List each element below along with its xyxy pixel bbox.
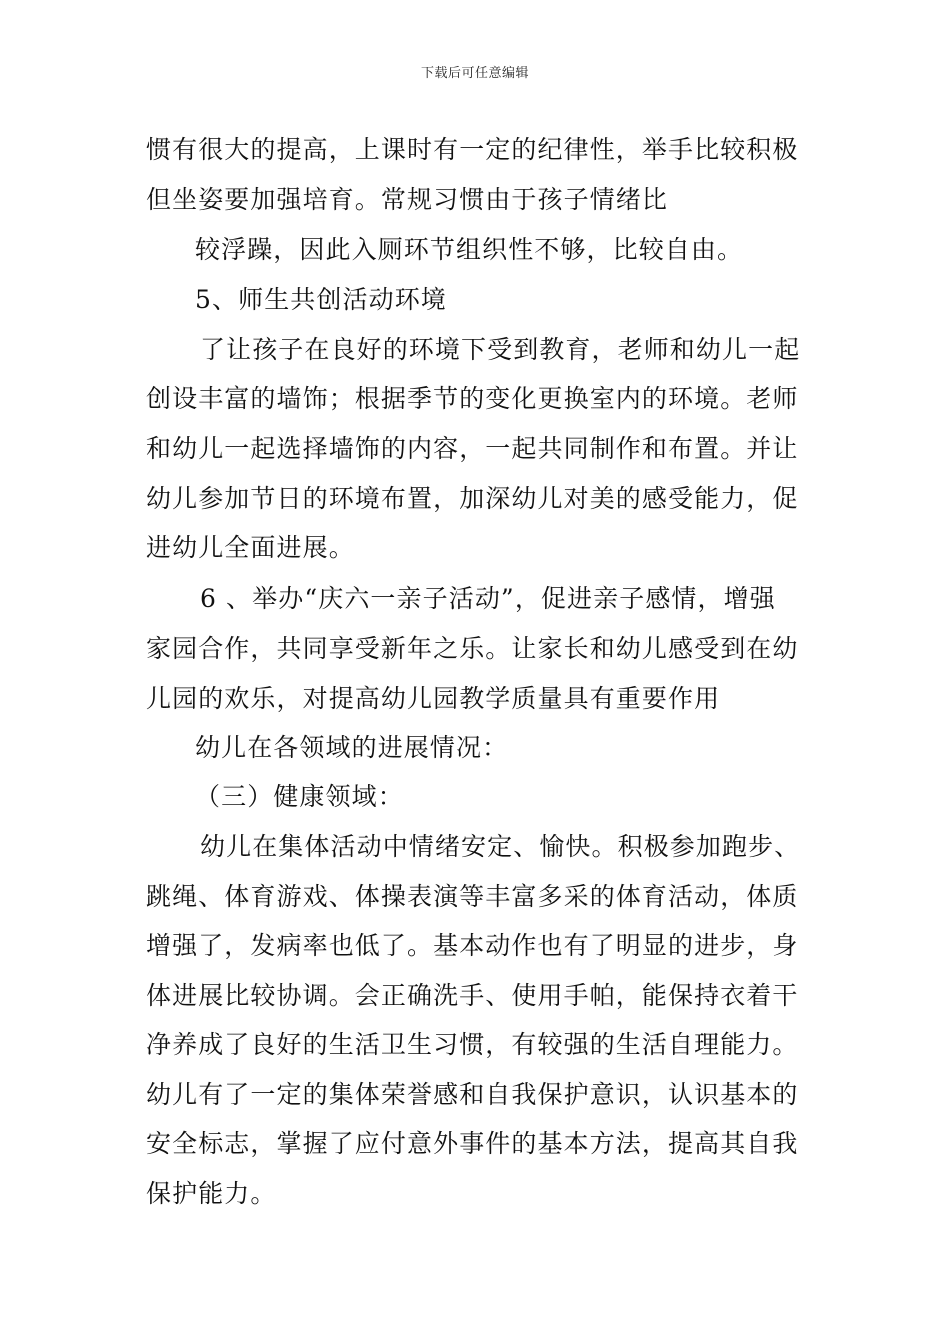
text-line: 惯有很大的提高，上课时有一定的纪律性，举手比较积极 <box>146 135 799 164</box>
text-line: 和幼儿一起选择墙饰的内容，一起共同制作和布置。并让 <box>146 434 799 463</box>
text-line: 净养成了良好的生活卫生习惯，有较强的生活自理能力。 <box>146 1030 799 1059</box>
text-line: 进幼儿全面进展。 <box>146 533 355 562</box>
text-line: 了让孩子在良好的环境下受到教育，老师和幼儿一起 <box>200 335 801 364</box>
text-line: 幼儿参加节日的环境布置，加深幼儿对美的感受能力，促 <box>146 484 799 513</box>
text-line: 创设丰富的墙饰；根据季节的变化更换室内的环境。老师 <box>146 384 799 413</box>
section-heading: （三）健康领域： <box>195 782 404 811</box>
section-heading: 幼儿在各领域的进展情况： <box>195 733 509 762</box>
text-line: 较浮躁，因此入厕环节组织性不够，比较自由。 <box>195 235 744 264</box>
page-header-note: 下载后可任意编辑 <box>420 66 529 81</box>
text-line: 但坐姿要加强培育。常规习惯由于孩子情绪比 <box>146 185 669 214</box>
text-line: 跳绳、体育游戏、体操表演等丰富多采的体育活动，体质 <box>146 882 799 911</box>
text-line: 家园合作，共同享受新年之乐。让家长和幼儿感受到在幼 <box>146 634 799 663</box>
text-line: 6 、举办“庆六一亲子活动”，促进亲子感情，增强 <box>200 584 776 613</box>
text-line: 幼儿有了一定的集体荣誉感和自我保护意识，认识基本的 <box>146 1080 799 1109</box>
text-line: 安全标志，掌握了应付意外事件的基本方法，提高其自我 <box>146 1129 799 1158</box>
text-line: 幼儿在集体活动中情绪安定、愉快。积极参加跑步、 <box>200 832 801 861</box>
text-line: 体进展比较协调。会正确洗手、使用手帕，能保持衣着干 <box>146 981 799 1010</box>
text-line: 儿园的欢乐，对提高幼儿园教学质量具有重要作用 <box>146 684 721 713</box>
text-line: 增强了，发病率也低了。基本动作也有了明显的进步，身 <box>146 931 799 960</box>
section-heading: 5、师生共创活动环境 <box>195 285 447 314</box>
text-line: 保护能力。 <box>146 1179 277 1208</box>
